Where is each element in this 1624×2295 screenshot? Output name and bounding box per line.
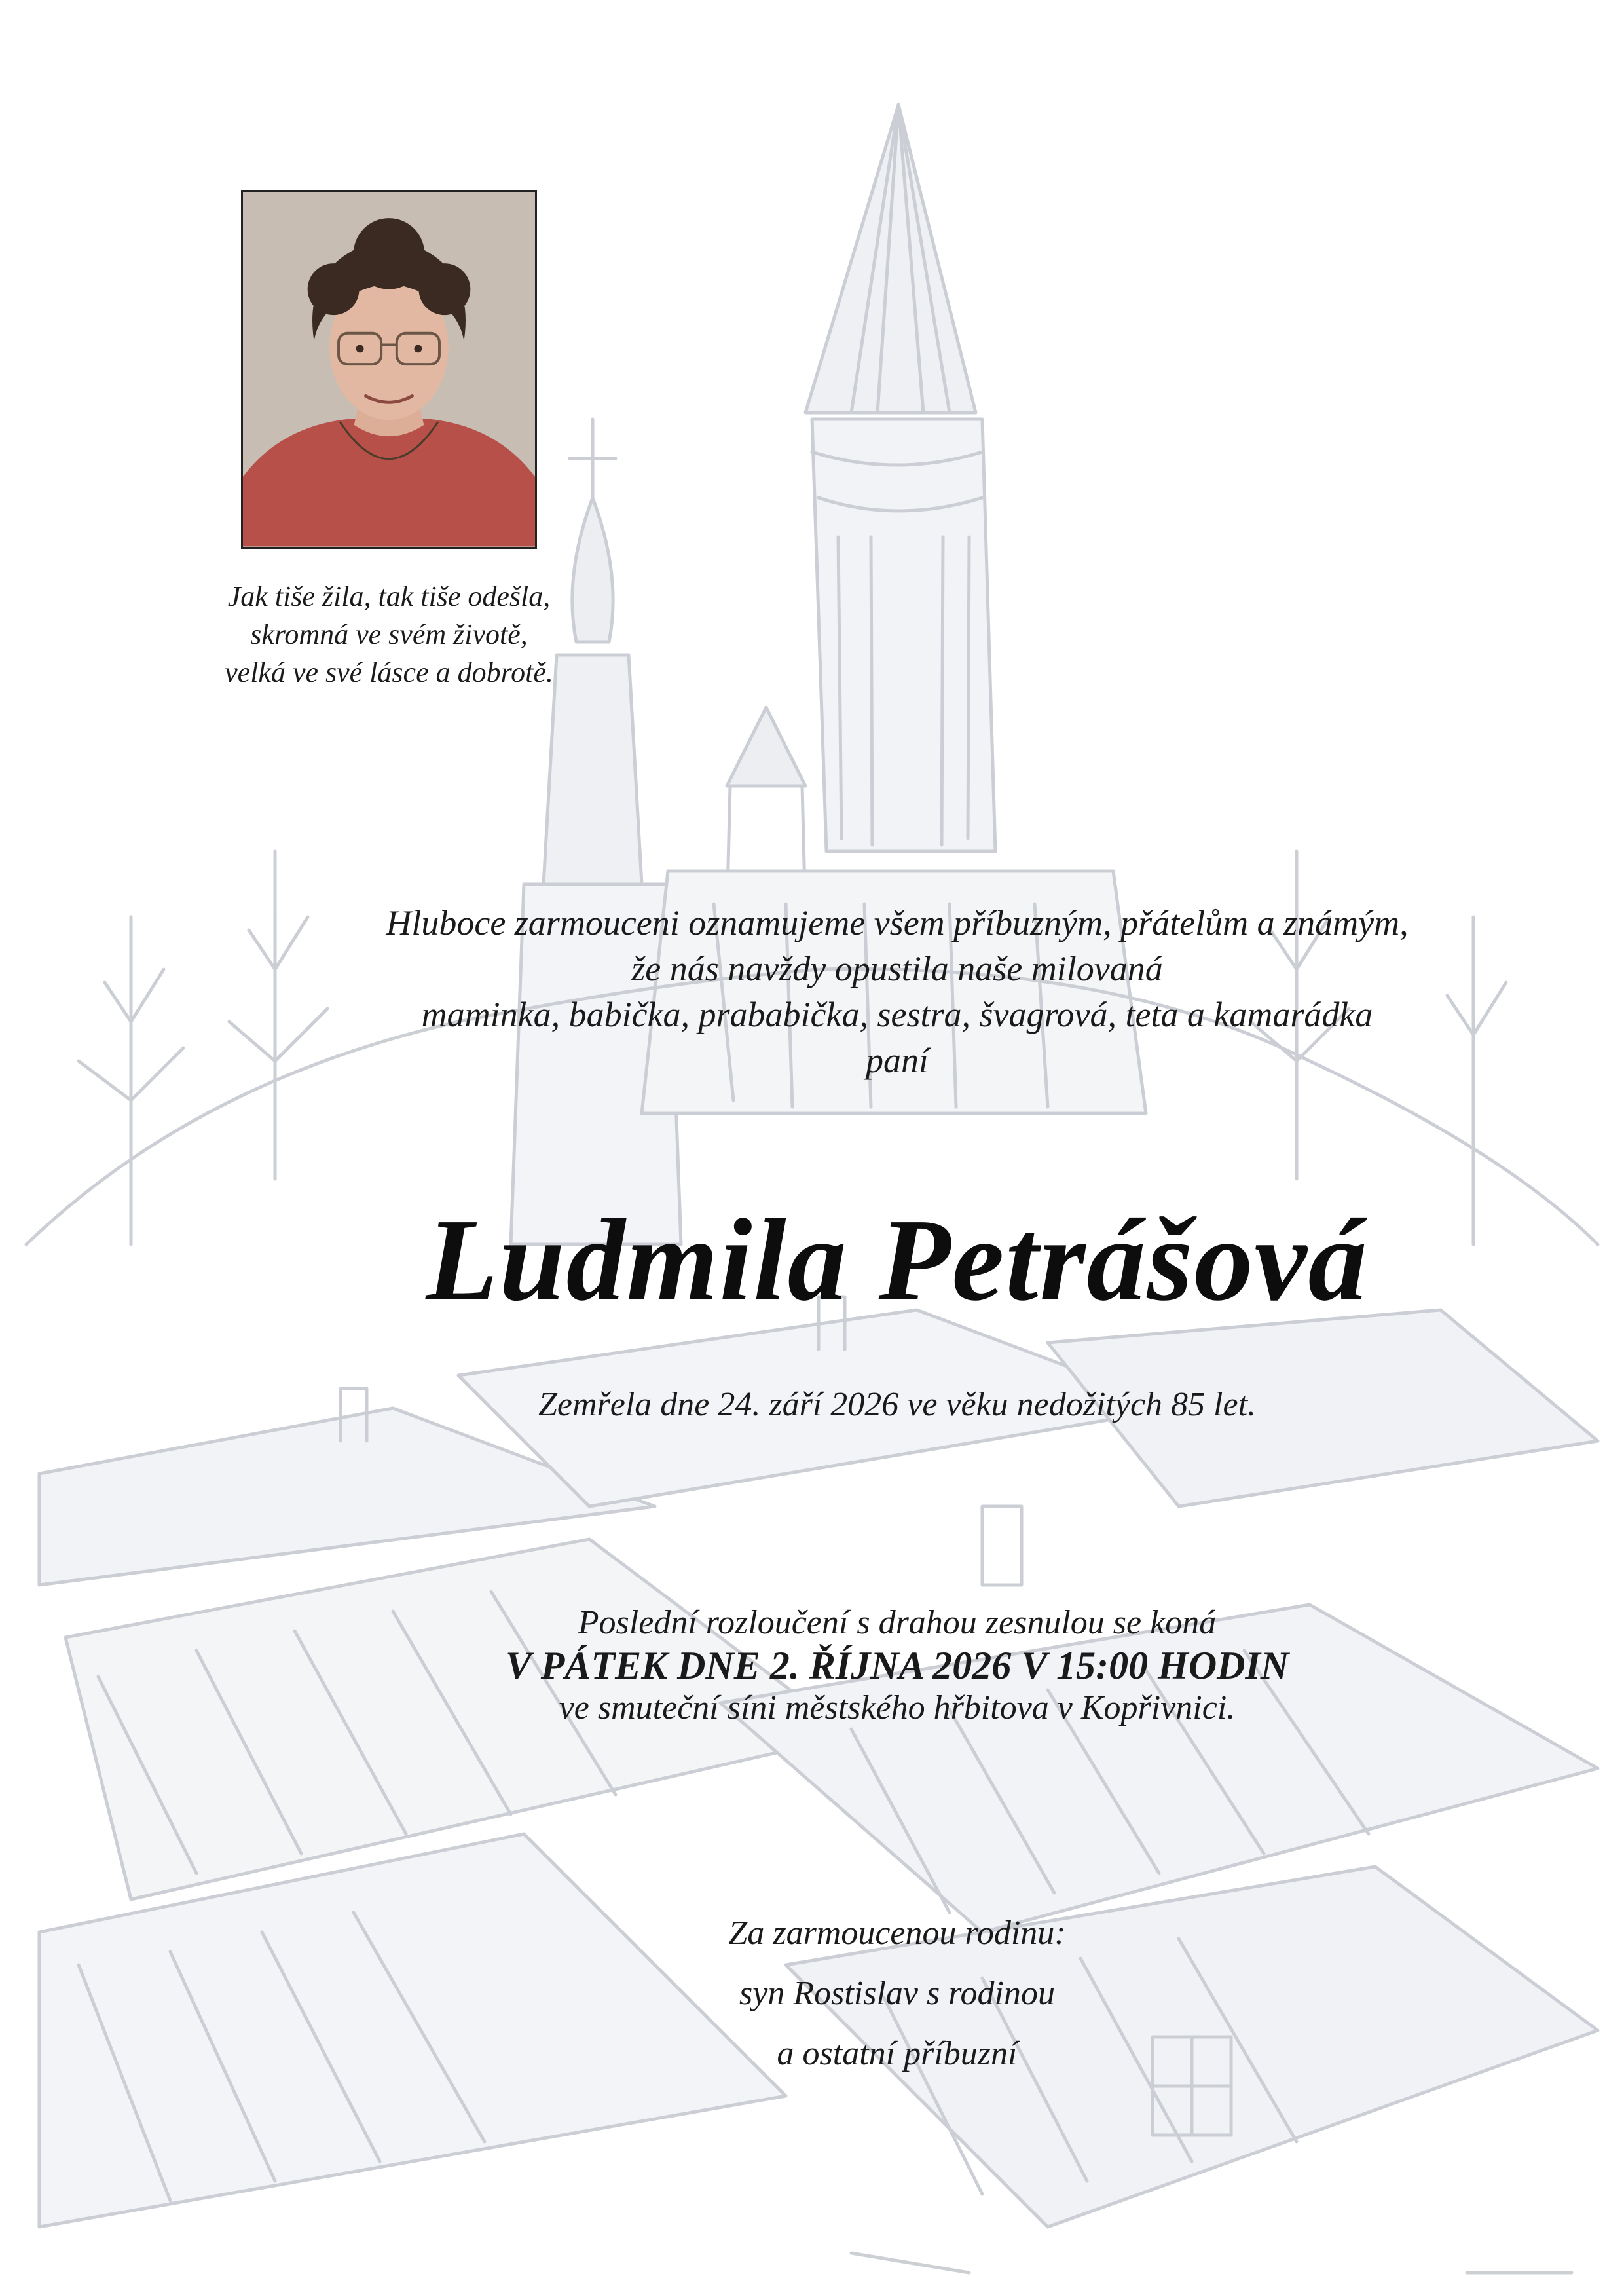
funeral-place: ve smuteční síni městského hřbitova v Kopřivnici. — [559, 1689, 1236, 1726]
motto-line: velká ve své lásce a dobrotě. — [225, 656, 553, 688]
motto-line: skromná ve svém životě, — [250, 618, 528, 650]
funeral-datetime: V PÁTEK DNE 2. ŘÍJNA 2026 V 15:00 HODIN — [505, 1644, 1289, 1687]
family-signature — [85, 1903, 1624, 2084]
announcement-line: maminka, babička, prababička, sestra, švagrová, teta a kamarádka — [421, 995, 1373, 1034]
announcement-line: že nás navždy opustila naše milovaná — [631, 949, 1163, 988]
family-line: a ostatní příbuzní — [777, 2035, 1018, 2072]
family-line: Za zarmoucenou rodinu: — [728, 1914, 1066, 1952]
announcement-line: Hluboce zarmouceni oznamujeme všem příbuzným, přátelům a známým, — [386, 903, 1409, 942]
announcement-line: paní — [865, 1041, 929, 1080]
motto-verse — [110, 578, 668, 692]
portrait-photo — [241, 190, 537, 549]
motto-line: Jak tiše žila, tak tiše odešla, — [227, 580, 551, 612]
portrait-photo-icon — [243, 192, 535, 547]
family-line: syn Rostislav s rodinou — [739, 1975, 1055, 2012]
funeral-intro-line: Poslední rozloučení s drahou zesnulou se koná — [578, 1604, 1217, 1641]
funeral-info — [85, 1602, 1624, 1729]
death-notice-line: Zemřela dne 24. září 2026 ve věku nedožitých 85 let. — [538, 1386, 1257, 1423]
announcement-text — [85, 900, 1624, 1083]
death-notice — [85, 1383, 1624, 1427]
deceased-name: Ludmila Petrášová — [426, 1195, 1369, 1325]
